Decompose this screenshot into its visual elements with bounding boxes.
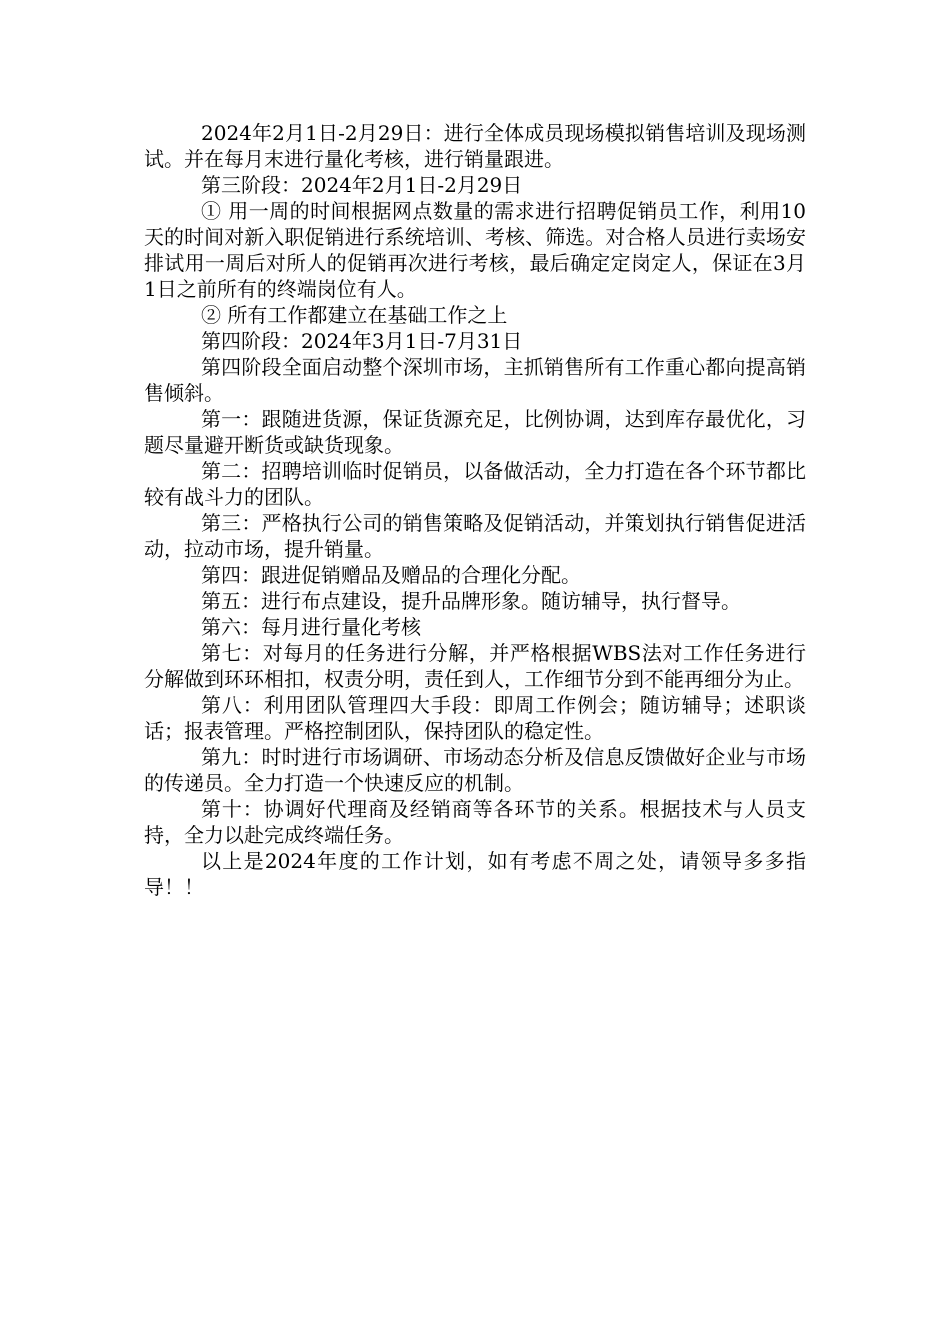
paragraph-recruitment: ① 用一周的时间根据网点数量的需求进行招聘促销员工作，利用10天的时间对新入职促销进行系统培训、考核、筛选。对合格人员进行卖场安排试用一周后对所人的促销再次进行考核，最后确定定岗定人，保证在3月1日之前所有的终端岗位有人。 bbox=[144, 199, 806, 301]
heading-phase-four: 第四阶段：2024年3月1日-7月31日 bbox=[201, 329, 523, 353]
paragraph-item-3: 第三：严格执行公司的销售策略及促销活动，并策划执行销售促进活动，拉动市场，提升销量。 bbox=[144, 511, 806, 561]
paragraph-item-2: 第二：招聘培训临时促销员，以备做活动，全力打造在各个环节都比较有战斗力的团队。 bbox=[144, 459, 806, 509]
paragraph-closing: 以上是2024年度的工作计划，如有考虑不周之处，请领导多多指导！！ bbox=[144, 849, 806, 899]
paragraph-item-7: 第七：对每月的任务进行分解，并严格根据WBS法对工作任务进行分解做到环环相扣，权责分明，责任到人，工作细节分到不能再细分为止。 bbox=[144, 641, 806, 691]
paragraph-item-5: 第五：进行布点建设，提升品牌形象。随访辅导，执行督导。 bbox=[201, 589, 741, 613]
paragraph-phase-four-overview: 第四阶段全面启动整个深圳市场，主抓销售所有工作重心都向提高销售倾斜。 bbox=[144, 355, 806, 405]
paragraph-item-10: 第十：协调好代理商及经销商等各环节的关系。根据技术与人员支持，全力以赴完成终端任务。 bbox=[144, 797, 806, 847]
paragraph-item-6: 第六：每月进行量化考核 bbox=[201, 615, 421, 639]
heading-phase-three: 第三阶段：2024年2月1日-2月29日 bbox=[201, 173, 523, 197]
paragraph-item-8: 第八：利用团队管理四大手段：即周工作例会；随访辅导；述职谈话；报表管理。严格控制团队，保持团队的稳定性。 bbox=[144, 693, 806, 743]
paragraph-item-9: 第九：时时进行市场调研、市场动态分析及信息反馈做好企业与市场的传递员。全力打造一个快速反应的机制。 bbox=[144, 745, 806, 795]
paragraph-item-4: 第四：跟进促销赠品及赠品的合理化分配。 bbox=[201, 563, 581, 587]
paragraph-foundation: ② 所有工作都建立在基础工作之上 bbox=[201, 303, 508, 327]
paragraph-item-1: 第一：跟随进货源，保证货源充足，比例协调，达到库存最优化，习题尽量避开断货或缺货现象。 bbox=[144, 407, 806, 457]
document-body bbox=[144, 120, 806, 900]
paragraph-training-schedule: 2024年2月1日-2月29日：进行全体成员现场模拟销售培训及现场测试。并在每月末进行量化考核，进行销量跟进。 bbox=[144, 121, 806, 171]
